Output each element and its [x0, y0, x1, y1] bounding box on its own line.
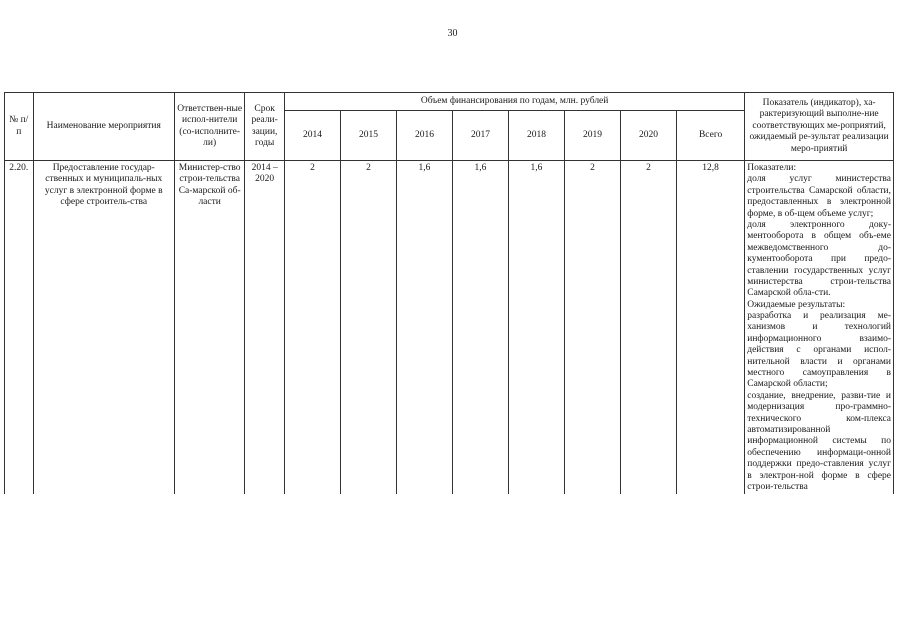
- row-value-2015: 2: [340, 161, 396, 495]
- row-value-2017: 1,6: [452, 161, 508, 495]
- header-financing: Объем финансирования по годам, млн. рублей: [284, 93, 744, 111]
- header-responsible: Ответствен-ные испол-нители (со-исполните-ли): [175, 93, 245, 161]
- row-value-2018: 1,6: [508, 161, 564, 495]
- header-year: 2016: [396, 111, 452, 161]
- row-num: 2.20.: [5, 161, 34, 495]
- header-total: Всего: [676, 111, 744, 161]
- financing-table: [4, 92, 894, 494]
- row-indicators: [745, 161, 894, 495]
- page-number: 30: [447, 28, 458, 39]
- row-responsible: Министер-ство строи-тельства Са-марской об-ласти: [175, 161, 245, 495]
- header-year: 2017: [452, 111, 508, 161]
- row-period: 2014 – 2020: [245, 161, 285, 495]
- header-name: Наименование мероприятия: [33, 93, 175, 161]
- row-value-total: 12,8: [676, 161, 744, 495]
- indicator-paragraph: Ожидаемые результаты:: [747, 299, 846, 310]
- header-year: 2020: [620, 111, 676, 161]
- row-value-2020: 2: [620, 161, 676, 495]
- table-row: [5, 161, 894, 495]
- indicator-paragraph: создание, внедрение, разви-тие и модернизация про-граммно-технического ком-плекса автоматизированной информационной системы по обеспечению информаци-онной поддержки предо-ставления услуг в электрон-ной форме в сфере строи-тельства: [747, 390, 891, 492]
- header-year: 2015: [340, 111, 396, 161]
- header-period: Срок реали-зации, годы: [245, 93, 285, 161]
- indicator-paragraph: разработка и реализация ме-ханизмов и технологий информационного взаимо-действия с органами испол-нительной власти и органами местного самоуправления в Самарской области;: [747, 311, 891, 390]
- header-year: 2019: [564, 111, 620, 161]
- header-year: 2014: [284, 111, 340, 161]
- row-name: Предоставление государ-ственных и муниципаль-ных услуг в электронной форме в сфере строитель-ства: [33, 161, 175, 495]
- header-indicator: Показатель (индикатор), ха-рактеризующий выполне-ние соответствующих ме-роприятий, ожидаемый ре-зультат реализации меро-приятий: [745, 93, 894, 161]
- header-num: № п/п: [5, 93, 34, 161]
- indicator-paragraph: Показатели:: [747, 163, 797, 173]
- row-value-2019: 2: [564, 161, 620, 495]
- row-value-2014: 2: [284, 161, 340, 495]
- header-year: 2018: [508, 111, 564, 161]
- row-value-2016: 1,6: [396, 161, 452, 495]
- indicator-paragraph: доля электронного доку-ментооборота в общем объ-еме межведомственного до-кументооборота при предо-ставлении государственных услуг министерства строи-тельства Самарской обла-сти.: [747, 219, 891, 299]
- indicator-paragraph: доля услуг министерства строительства Самарской области, предоставленных в электронной форме, в об-щем объеме услуг;: [747, 174, 891, 219]
